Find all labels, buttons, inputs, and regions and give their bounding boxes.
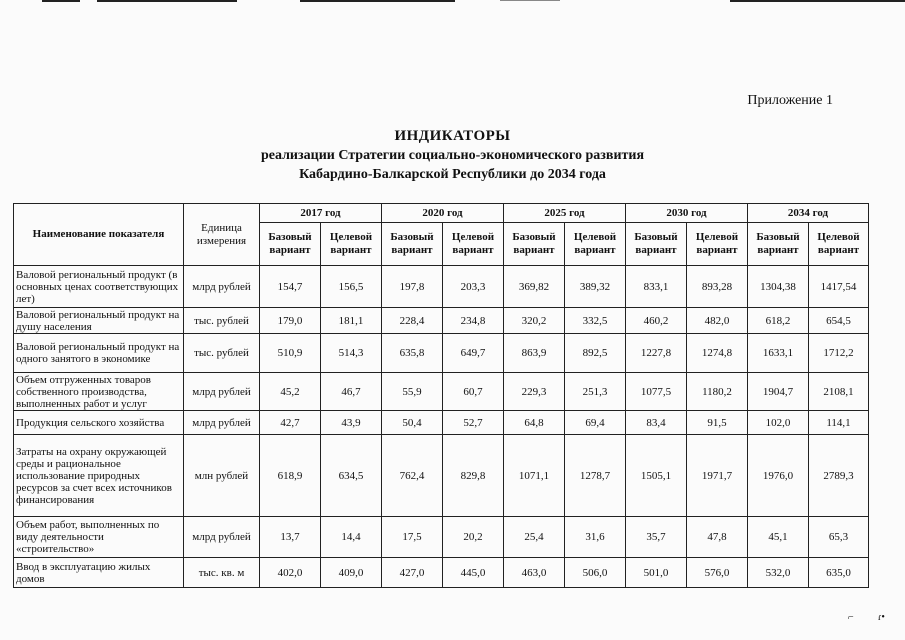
- scan-artifact-line: [500, 0, 560, 1]
- header-year: 2017 год: [260, 204, 382, 223]
- target-value: 251,3: [565, 373, 626, 411]
- appendix-label: Приложение 1: [747, 93, 833, 108]
- scan-artifact-line: [730, 0, 905, 2]
- base-value: 369,82: [504, 266, 565, 308]
- target-value: 892,5: [565, 334, 626, 373]
- base-value: 1077,5: [626, 373, 687, 411]
- target-value: 445,0: [443, 558, 504, 588]
- header-year: 2020 год: [382, 204, 504, 223]
- table-row: [14, 411, 869, 435]
- indicator-unit: тыс. рублей: [184, 308, 260, 334]
- header-base: Базовый вариант: [504, 223, 565, 266]
- header-unit: Единица измерения: [184, 204, 260, 266]
- target-value: 156,5: [321, 266, 382, 308]
- target-value: 576,0: [687, 558, 748, 588]
- indicators-table: [13, 203, 869, 588]
- indicator-unit: млрд рублей: [184, 517, 260, 558]
- title-line-3: Кабардино-Балкарской Республики до 2034 года: [299, 167, 606, 182]
- indicator-name: Валовой региональный продукт (в основных ценах соответствующих лет): [14, 266, 184, 308]
- target-value: 1278,7: [565, 435, 626, 517]
- table-row: [14, 373, 869, 411]
- header-name: Наименование показателя: [14, 204, 184, 266]
- base-value: 64,8: [504, 411, 565, 435]
- base-value: 83,4: [626, 411, 687, 435]
- target-value: 65,3: [809, 517, 869, 558]
- base-value: 833,1: [626, 266, 687, 308]
- target-value: 1712,2: [809, 334, 869, 373]
- base-value: 17,5: [382, 517, 443, 558]
- indicator-name: Ввод в эксплуатацию жилых домов: [14, 558, 184, 588]
- base-value: 463,0: [504, 558, 565, 588]
- base-value: 1904,7: [748, 373, 809, 411]
- table-row: [14, 266, 869, 308]
- base-value: 402,0: [260, 558, 321, 588]
- base-value: 1071,1: [504, 435, 565, 517]
- target-value: 2108,1: [809, 373, 869, 411]
- header-base: Базовый вариант: [748, 223, 809, 266]
- header-base: Базовый вариант: [260, 223, 321, 266]
- target-value: 91,5: [687, 411, 748, 435]
- base-value: 229,3: [504, 373, 565, 411]
- indicator-name: Продукция сельского хозяйства: [14, 411, 184, 435]
- target-value: 635,0: [809, 558, 869, 588]
- indicator-name: Объем работ, выполненных по виду деятельности «строительство»: [14, 517, 184, 558]
- base-value: 1976,0: [748, 435, 809, 517]
- target-value: 482,0: [687, 308, 748, 334]
- scan-artifact-line: [97, 0, 237, 2]
- target-value: 14,4: [321, 517, 382, 558]
- target-value: 203,3: [443, 266, 504, 308]
- base-value: 460,2: [626, 308, 687, 334]
- base-value: 228,4: [382, 308, 443, 334]
- target-value: 69,4: [565, 411, 626, 435]
- indicator-unit: млрд рублей: [184, 266, 260, 308]
- indicator-unit: тыс. кв. м: [184, 558, 260, 588]
- base-value: 154,7: [260, 266, 321, 308]
- header-target: Целевой вариант: [687, 223, 748, 266]
- indicator-name: Затраты на охрану окружающей среды и рациональное использование природных ресурсов за счет всех источников финансирования: [14, 435, 184, 517]
- target-value: 47,8: [687, 517, 748, 558]
- target-value: 514,3: [321, 334, 382, 373]
- target-value: 181,1: [321, 308, 382, 334]
- indicator-unit: млрд рублей: [184, 373, 260, 411]
- target-value: 1417,54: [809, 266, 869, 308]
- target-value: 234,8: [443, 308, 504, 334]
- target-value: 31,6: [565, 517, 626, 558]
- base-value: 1304,38: [748, 266, 809, 308]
- base-value: 179,0: [260, 308, 321, 334]
- indicator-unit: млн рублей: [184, 435, 260, 517]
- indicator-name: Валовой региональный продукт на душу населения: [14, 308, 184, 334]
- target-value: 46,7: [321, 373, 382, 411]
- base-value: 13,7: [260, 517, 321, 558]
- header-year: 2025 год: [504, 204, 626, 223]
- target-value: 893,28: [687, 266, 748, 308]
- base-value: 427,0: [382, 558, 443, 588]
- base-value: 635,8: [382, 334, 443, 373]
- header-target: Целевой вариант: [809, 223, 869, 266]
- target-value: 829,8: [443, 435, 504, 517]
- base-value: 510,9: [260, 334, 321, 373]
- base-value: 1227,8: [626, 334, 687, 373]
- table-row: [14, 308, 869, 334]
- target-value: 654,5: [809, 308, 869, 334]
- target-value: 52,7: [443, 411, 504, 435]
- base-value: 50,4: [382, 411, 443, 435]
- header-target: Целевой вариант: [565, 223, 626, 266]
- document-title: [0, 127, 905, 184]
- target-value: 1274,8: [687, 334, 748, 373]
- table-row: [14, 435, 869, 517]
- title-line-1: ИНДИКАТОРЫ: [394, 128, 511, 144]
- scan-mark: ɾ•: [878, 612, 885, 623]
- base-value: 102,0: [748, 411, 809, 435]
- title-line-2: реализации Стратегии социально-экономического развития: [260, 148, 645, 163]
- target-value: 634,5: [321, 435, 382, 517]
- indicator-name: Объем отгруженных товаров собственного производства, выполненных работ и услуг: [14, 373, 184, 411]
- target-value: 649,7: [443, 334, 504, 373]
- indicator-unit: тыс. рублей: [184, 334, 260, 373]
- target-value: 1180,2: [687, 373, 748, 411]
- header-target: Целевой вариант: [321, 223, 382, 266]
- header-target: Целевой вариант: [443, 223, 504, 266]
- base-value: 25,4: [504, 517, 565, 558]
- table-row: [14, 558, 869, 588]
- target-value: 1971,7: [687, 435, 748, 517]
- base-value: 532,0: [748, 558, 809, 588]
- scan-artifact-line: [300, 0, 455, 2]
- base-value: 618,2: [748, 308, 809, 334]
- target-value: 43,9: [321, 411, 382, 435]
- table-row: [14, 334, 869, 373]
- base-value: 320,2: [504, 308, 565, 334]
- target-value: 114,1: [809, 411, 869, 435]
- base-value: 42,7: [260, 411, 321, 435]
- header-base: Базовый вариант: [382, 223, 443, 266]
- base-value: 45,2: [260, 373, 321, 411]
- indicator-unit: млрд рублей: [184, 411, 260, 435]
- base-value: 55,9: [382, 373, 443, 411]
- scan-mark: ⌐: [848, 612, 854, 623]
- base-value: 1633,1: [748, 334, 809, 373]
- target-value: 409,0: [321, 558, 382, 588]
- base-value: 762,4: [382, 435, 443, 517]
- base-value: 197,8: [382, 266, 443, 308]
- table-row: [14, 517, 869, 558]
- target-value: 389,32: [565, 266, 626, 308]
- target-value: 20,2: [443, 517, 504, 558]
- target-value: 506,0: [565, 558, 626, 588]
- header-year: 2030 год: [626, 204, 748, 223]
- indicator-name: Валовой региональный продукт на одного занятого в экономике: [14, 334, 184, 373]
- target-value: 2789,3: [809, 435, 869, 517]
- base-value: 1505,1: [626, 435, 687, 517]
- base-value: 863,9: [504, 334, 565, 373]
- scan-artifact-line: [42, 0, 80, 2]
- target-value: 332,5: [565, 308, 626, 334]
- base-value: 501,0: [626, 558, 687, 588]
- base-value: 45,1: [748, 517, 809, 558]
- target-value: 60,7: [443, 373, 504, 411]
- base-value: 35,7: [626, 517, 687, 558]
- base-value: 618,9: [260, 435, 321, 517]
- header-year: 2034 год: [748, 204, 869, 223]
- header-base: Базовый вариант: [626, 223, 687, 266]
